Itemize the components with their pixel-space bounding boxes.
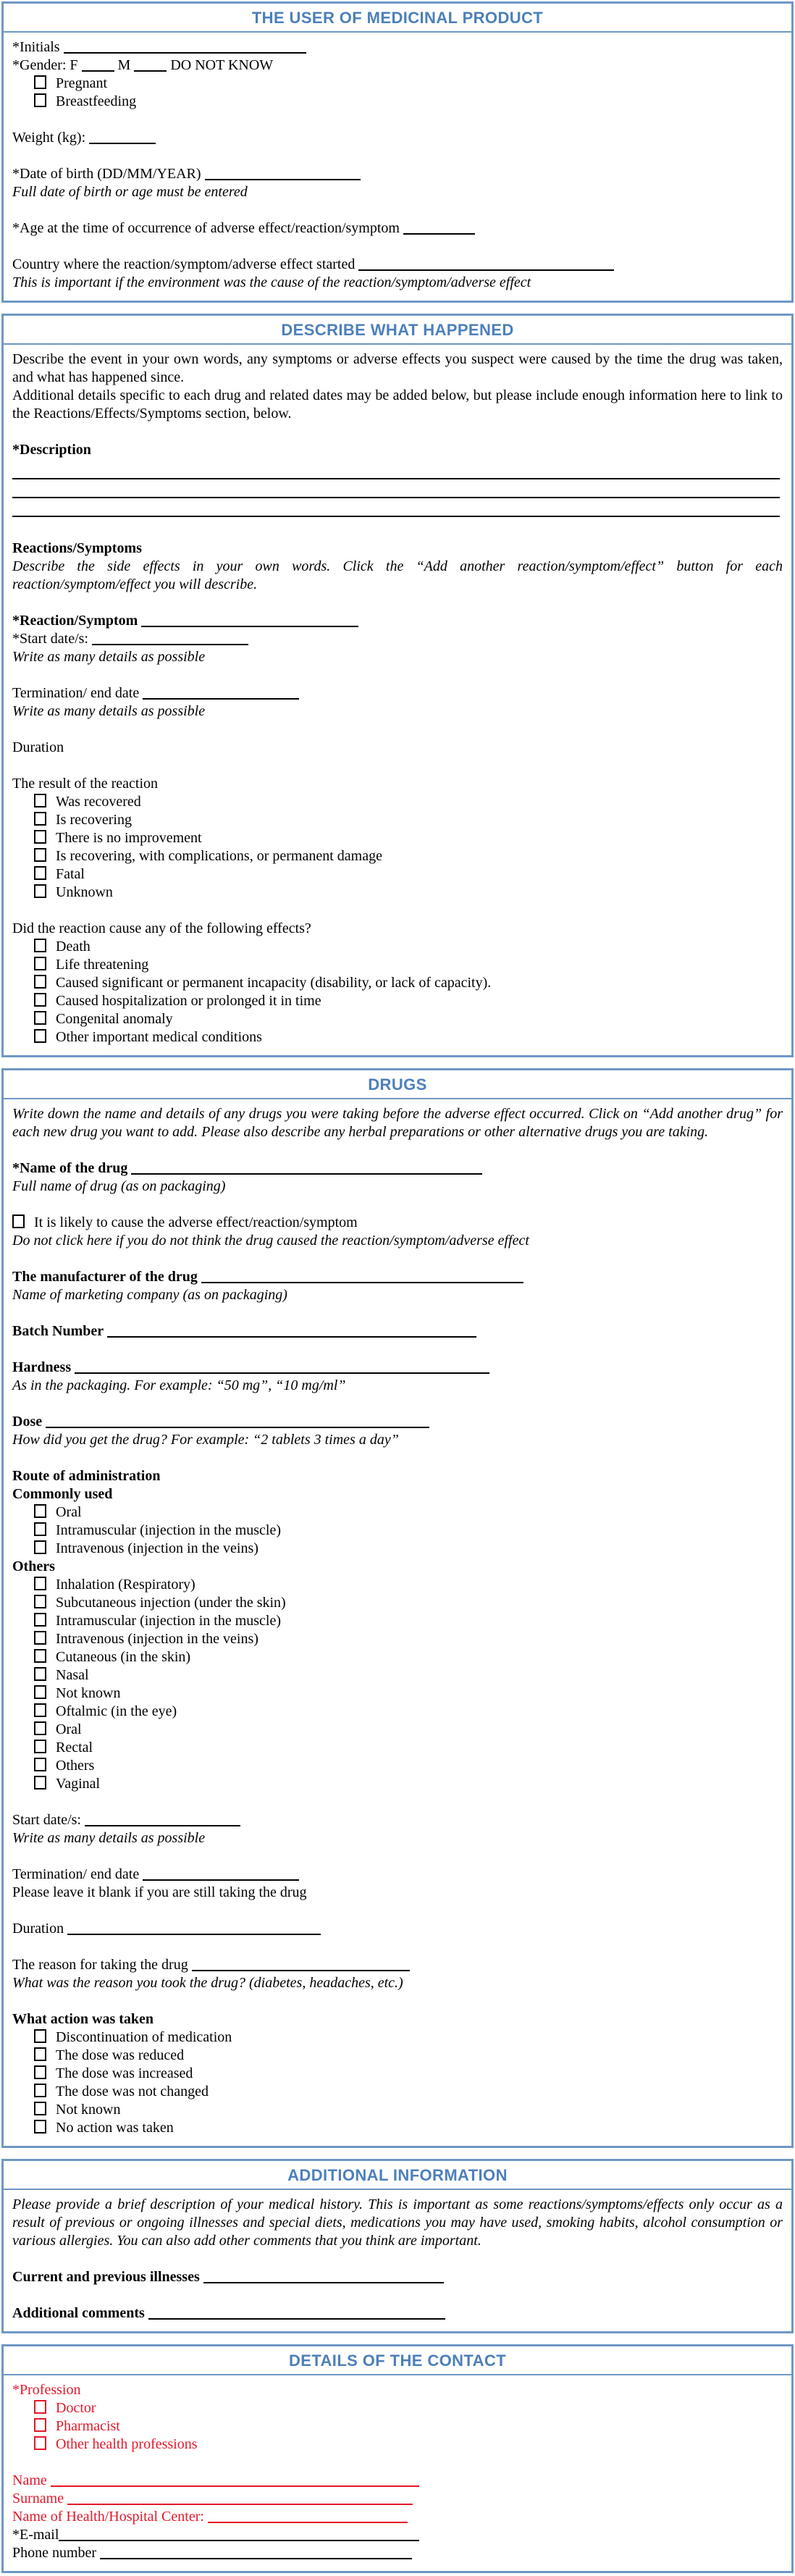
drug-name-hint-text: Full name of drug (as on packaging) bbox=[12, 1178, 226, 1194]
hospital-center-field-text: Name of Health/Hospital Center: bbox=[12, 2509, 208, 2525]
route-option-vaginal bbox=[12, 1775, 783, 1793]
manufacturer-field bbox=[12, 1268, 783, 1286]
section-body bbox=[4, 1099, 791, 2146]
end-date-field bbox=[12, 684, 783, 702]
section-title: DESCRIBE WHAT HAPPENED bbox=[4, 316, 791, 345]
end-date-hint bbox=[12, 702, 783, 721]
checkbox-icon[interactable] bbox=[34, 866, 46, 880]
start-date-hint bbox=[12, 648, 783, 666]
drug-name-hint bbox=[12, 1178, 783, 1196]
profession-option-pharmacist-text: Pharmacist bbox=[56, 2418, 120, 2434]
contact-name-field-text: Name bbox=[12, 2472, 51, 2488]
section-title: DRUGS bbox=[4, 1070, 791, 1099]
profession-option-other-text: Other health professions bbox=[56, 2436, 198, 2452]
route-option-subcutaneous-text: Subcutaneous injection (under the skin) bbox=[56, 1595, 286, 1611]
action-option-dose-reduced-text: The dose was reduced bbox=[56, 2047, 185, 2063]
hardness-hint bbox=[12, 1377, 783, 1395]
drug-duration-field-text: Duration bbox=[12, 1921, 68, 1937]
section-body bbox=[4, 345, 791, 1055]
others-label-text: Others bbox=[12, 1558, 55, 1574]
checkbox-icon[interactable] bbox=[34, 939, 46, 952]
reactions-symptoms-hint bbox=[12, 558, 783, 594]
commonly-used-label bbox=[12, 1485, 783, 1503]
result-option-unknown-text: Unknown bbox=[56, 884, 113, 900]
route-option-oftalmic-text: Oftalmic (in the eye) bbox=[56, 1703, 177, 1719]
checkbox-icon[interactable] bbox=[34, 812, 46, 826]
additional-comments-field-text: Additional comments bbox=[12, 2305, 148, 2321]
route-label bbox=[12, 1467, 783, 1485]
action-option-dose-reduced bbox=[12, 2047, 783, 2065]
route-option-cutaneous bbox=[12, 1648, 783, 1666]
checkbox-icon[interactable] bbox=[34, 2400, 46, 2414]
drug-name-field-text: *Name of the drug bbox=[12, 1160, 132, 1176]
route-option-not-known bbox=[12, 1685, 783, 1703]
hardness-field bbox=[12, 1359, 783, 1377]
action-taken-label bbox=[12, 2010, 783, 2029]
route-option-oftalmic bbox=[12, 1703, 783, 1721]
manufacturer-hint-text: Name of marketing company (as on packaging) bbox=[12, 1287, 287, 1303]
blank-line[interactable] bbox=[134, 59, 167, 72]
breastfeeding-option-text: Breastfeeding bbox=[56, 93, 137, 109]
blank-line[interactable] bbox=[201, 1270, 523, 1283]
likely-cause-hint-text: Do not click here if you do not think the drug caused the reaction/symptom/adverse effect bbox=[12, 1233, 529, 1249]
country-field bbox=[12, 256, 783, 274]
checkbox-icon[interactable] bbox=[34, 1703, 46, 1717]
blank-line[interactable] bbox=[100, 2546, 412, 2559]
description-line bbox=[12, 463, 783, 482]
blank-line[interactable] bbox=[85, 1813, 240, 1826]
blank-line[interactable] bbox=[148, 2307, 445, 2320]
drugs-intro bbox=[12, 1105, 783, 1141]
checkbox-icon[interactable] bbox=[34, 1721, 46, 1735]
dob-field bbox=[12, 165, 783, 183]
initials-field-text: *Initials bbox=[12, 39, 64, 55]
drugs-intro-text: Write down the name and details of any drugs you were taking before the adverse effect occurred. Click on “Add another drug” for each new drug you want to add. Please also describe any herbal preparations or other alternative drugs you are taking. bbox=[12, 1106, 783, 1140]
dob-hint bbox=[12, 183, 783, 201]
action-option-discontinuation-text: Discontinuation of medication bbox=[56, 2029, 232, 2045]
checkbox-icon[interactable] bbox=[12, 1214, 25, 1228]
action-option-no-action bbox=[12, 2119, 783, 2137]
action-option-no-action-text: No action was taken bbox=[56, 2120, 174, 2136]
start-date-field-text: *Start date/s: bbox=[12, 631, 92, 647]
blank-line[interactable] bbox=[192, 1958, 410, 1971]
checkbox-icon[interactable] bbox=[34, 794, 46, 807]
blank-line[interactable] bbox=[143, 687, 299, 700]
blank-line[interactable] bbox=[143, 1868, 299, 1881]
start-date-hint-text: Write as many details as possible bbox=[12, 649, 206, 665]
country-hint-text: This is important if the environment was the cause of the reaction/symptom/adverse effect bbox=[12, 274, 531, 290]
blank-line[interactable] bbox=[46, 1415, 429, 1428]
checkbox-icon[interactable] bbox=[34, 1667, 46, 1681]
action-taken-label-text: What action was taken bbox=[12, 2011, 154, 2027]
blank-line[interactable] bbox=[107, 1325, 476, 1338]
checkbox-icon[interactable] bbox=[34, 1649, 46, 1663]
country-hint bbox=[12, 274, 783, 292]
route-option-intravenous-2 bbox=[12, 1630, 783, 1648]
route-option-subcutaneous bbox=[12, 1594, 783, 1612]
profession-option-other bbox=[12, 2436, 783, 2454]
action-option-dose-not-changed-text: The dose was not changed bbox=[56, 2084, 209, 2099]
drug-start-date-field-text: Start date/s: bbox=[12, 1812, 85, 1828]
blank-line[interactable] bbox=[12, 466, 780, 479]
reaction-symptom-field bbox=[12, 612, 783, 630]
effect-option-hospitalization-text: Caused hospitalization or prolonged it in time bbox=[56, 993, 321, 1009]
route-option-vaginal-text: Vaginal bbox=[56, 1776, 101, 1792]
result-option-no-improvement bbox=[12, 829, 783, 847]
blank-line[interactable] bbox=[205, 167, 361, 180]
form-sections bbox=[0, 1, 795, 2573]
route-option-intravenous-text: Intravenous (injection in the veins) bbox=[56, 1540, 258, 1556]
route-option-intravenous bbox=[12, 1540, 783, 1558]
description-line bbox=[12, 501, 783, 520]
section-body bbox=[4, 2190, 791, 2331]
dose-field-text: Dose bbox=[12, 1414, 46, 1430]
hospital-center-field bbox=[12, 2508, 783, 2526]
batch-number-field bbox=[12, 1322, 783, 1341]
action-option-not-known bbox=[12, 2101, 783, 2119]
describe-intro-2 bbox=[12, 387, 783, 423]
initials-field bbox=[12, 38, 783, 56]
effect-option-incapacity-text: Caused significant or permanent incapacity (disability, or lack of capacity). bbox=[56, 975, 492, 991]
drug-start-date-hint bbox=[12, 1829, 783, 1847]
drug-end-date-field-text: Termination/ end date bbox=[12, 1866, 143, 1882]
section-body bbox=[4, 33, 791, 301]
route-option-intramuscular-2-text: Intramuscular (injection in the muscle) bbox=[56, 1613, 282, 1629]
section-describe-what-happened bbox=[1, 314, 794, 1057]
section-title: THE USER OF MEDICINAL PRODUCT bbox=[4, 4, 791, 33]
checkbox-icon[interactable] bbox=[34, 1776, 46, 1790]
effect-option-life-threatening-text: Life threatening bbox=[56, 957, 149, 973]
checkbox-icon[interactable] bbox=[34, 1011, 46, 1025]
country-field-text: Country where the reaction/symptom/adverse effect started bbox=[12, 256, 359, 272]
contact-surname-field-text: Surname bbox=[12, 2491, 68, 2506]
drug-end-date-hint-text: Please leave it blank if you are still taking the drug bbox=[12, 1884, 307, 1900]
section-title: DETAILS OF THE CONTACT bbox=[4, 2346, 791, 2375]
route-option-inhalation bbox=[12, 1576, 783, 1594]
dose-hint-text: How did you get the drug? For example: “2 tablets 3 times a day” bbox=[12, 1432, 399, 1448]
section-body bbox=[4, 2375, 791, 2571]
email-field-text: *E-mail bbox=[12, 2527, 59, 2543]
result-option-fatal-text: Fatal bbox=[56, 866, 85, 882]
effect-option-congenital-anomaly bbox=[12, 1010, 783, 1028]
drug-start-date-field bbox=[12, 1811, 783, 1829]
drug-end-date-field bbox=[12, 1866, 783, 1884]
reaction-symptom-field-text: *Reaction/Symptom bbox=[12, 613, 142, 629]
blank-line[interactable] bbox=[59, 2528, 419, 2541]
checkbox-icon[interactable] bbox=[34, 2065, 46, 2079]
checkbox-icon[interactable] bbox=[34, 2047, 46, 2061]
checkbox-icon[interactable] bbox=[34, 2102, 46, 2115]
drug-duration-field bbox=[12, 1920, 783, 1938]
reason-field-text: The reason for taking the drug bbox=[12, 1957, 192, 1973]
action-option-dose-increased bbox=[12, 2065, 783, 2083]
action-option-discontinuation bbox=[12, 2029, 783, 2047]
checkbox-icon[interactable] bbox=[34, 1540, 46, 1554]
effect-option-incapacity bbox=[12, 974, 783, 992]
blank-line[interactable] bbox=[92, 632, 248, 645]
profession-option-pharmacist bbox=[12, 2417, 783, 2436]
checkbox-icon[interactable] bbox=[34, 1740, 46, 1753]
manufacturer-field-text: The manufacturer of the drug bbox=[12, 1269, 201, 1285]
weight-field-text: Weight (kg): bbox=[12, 130, 90, 146]
blank-line[interactable] bbox=[82, 59, 114, 72]
hardness-field-text: Hardness bbox=[12, 1359, 75, 1375]
action-option-dose-increased-text: The dose was increased bbox=[56, 2065, 193, 2081]
blank-line[interactable] bbox=[203, 2270, 444, 2283]
gender-field bbox=[12, 56, 783, 75]
batch-number-field-text: Batch Number bbox=[12, 1323, 107, 1339]
blank-line[interactable] bbox=[358, 258, 614, 271]
checkbox-icon[interactable] bbox=[34, 848, 46, 862]
checkbox-icon[interactable] bbox=[34, 957, 46, 970]
checkbox-icon[interactable] bbox=[34, 2436, 46, 2450]
effect-option-life-threatening bbox=[12, 956, 783, 974]
drug-start-date-hint-text: Write as many details as possible bbox=[12, 1830, 206, 1846]
blank-line[interactable] bbox=[12, 485, 780, 498]
reactions-symptoms-label bbox=[12, 540, 783, 558]
likely-cause-option bbox=[12, 1214, 783, 1232]
dose-hint bbox=[12, 1431, 783, 1449]
phone-field-text: Phone number bbox=[12, 2545, 101, 2561]
effects-question bbox=[12, 920, 783, 938]
gender-field-text: M bbox=[114, 57, 135, 73]
dose-field bbox=[12, 1413, 783, 1431]
result-option-complications-text: Is recovering, with complications, or permanent damage bbox=[56, 848, 382, 864]
checkbox-icon[interactable] bbox=[34, 2418, 46, 2432]
checkbox-icon[interactable] bbox=[34, 2120, 46, 2134]
dob-hint-text: Full date of birth or age must be entered bbox=[12, 184, 248, 200]
blank-line[interactable] bbox=[64, 41, 306, 54]
effect-option-other-conditions-text: Other important medical conditions bbox=[56, 1029, 262, 1045]
checkbox-icon[interactable] bbox=[34, 93, 46, 107]
route-option-rectal bbox=[12, 1739, 783, 1757]
blank-line[interactable] bbox=[403, 222, 475, 235]
illnesses-field bbox=[12, 2268, 783, 2286]
checkbox-icon[interactable] bbox=[34, 1029, 46, 1043]
effect-option-death bbox=[12, 938, 783, 956]
checkbox-icon[interactable] bbox=[34, 975, 46, 989]
gender-field-text: DO NOT KNOW bbox=[167, 57, 274, 73]
drug-end-date-hint bbox=[12, 1884, 783, 1902]
duration-label-text: Duration bbox=[12, 739, 64, 755]
route-option-others-text: Others bbox=[56, 1758, 95, 1774]
route-option-intramuscular bbox=[12, 1522, 783, 1540]
effect-option-hospitalization bbox=[12, 992, 783, 1010]
checkbox-icon[interactable] bbox=[34, 1577, 46, 1590]
effect-option-other-conditions bbox=[12, 1028, 783, 1046]
result-option-no-improvement-text: There is no improvement bbox=[56, 830, 202, 846]
checkbox-icon[interactable] bbox=[34, 1595, 46, 1608]
end-date-hint-text: Write as many details as possible bbox=[12, 703, 206, 719]
illnesses-field-text: Current and previous illnesses bbox=[12, 2269, 203, 2285]
start-date-field bbox=[12, 630, 783, 648]
checkbox-icon[interactable] bbox=[34, 1522, 46, 1536]
blank-line[interactable] bbox=[67, 1922, 321, 1935]
others-label bbox=[12, 1558, 783, 1576]
hardness-hint-text: As in the packaging. For example: “50 mg”, “10 mg/ml” bbox=[12, 1377, 346, 1393]
phone-field bbox=[12, 2544, 783, 2562]
checkbox-icon[interactable] bbox=[34, 993, 46, 1007]
route-option-oral bbox=[12, 1503, 783, 1522]
manufacturer-hint bbox=[12, 1286, 783, 1304]
describe-intro-1 bbox=[12, 351, 783, 387]
route-option-oral-text: Oral bbox=[56, 1504, 82, 1520]
route-label-text: Route of administration bbox=[12, 1468, 161, 1484]
checkbox-icon[interactable] bbox=[34, 1504, 46, 1518]
result-option-is-recovering-text: Is recovering bbox=[56, 812, 132, 828]
effect-option-congenital-anomaly-text: Congenital anomaly bbox=[56, 1011, 173, 1027]
result-option-fatal bbox=[12, 865, 783, 884]
describe-intro-2-text: Additional details specific to each drug and related dates may be added below, but please include enough information here to link to the Reactions/Effects/Symptoms section, below. bbox=[12, 387, 783, 421]
age-field bbox=[12, 219, 783, 238]
route-option-intramuscular-2 bbox=[12, 1612, 783, 1630]
section-details-of-the-contact bbox=[1, 2344, 794, 2573]
checkbox-icon[interactable] bbox=[34, 1758, 46, 1771]
result-label-text: The result of the reaction bbox=[12, 776, 159, 792]
blank-line[interactable] bbox=[12, 504, 780, 517]
likely-cause-hint bbox=[12, 1232, 783, 1250]
blank-line[interactable] bbox=[131, 1162, 482, 1175]
section-additional-information bbox=[1, 2159, 794, 2333]
route-option-nasal bbox=[12, 1666, 783, 1685]
route-option-oral-2-text: Oral bbox=[56, 1721, 82, 1737]
route-option-nasal-text: Nasal bbox=[56, 1667, 89, 1683]
section-drugs bbox=[1, 1068, 794, 2148]
action-option-dose-not-changed bbox=[12, 2083, 783, 2101]
effect-option-death-text: Death bbox=[56, 939, 91, 955]
blank-line[interactable] bbox=[75, 1361, 489, 1374]
route-option-cutaneous-text: Cutaneous (in the skin) bbox=[56, 1649, 191, 1665]
reason-hint bbox=[12, 1974, 783, 1992]
drug-name-field bbox=[12, 1159, 783, 1178]
result-option-complications bbox=[12, 847, 783, 865]
checkbox-icon[interactable] bbox=[34, 1613, 46, 1627]
description-label bbox=[12, 441, 783, 459]
checkbox-icon[interactable] bbox=[34, 1631, 46, 1645]
result-option-was-recovered-text: Was recovered bbox=[56, 794, 141, 810]
route-option-intravenous-2-text: Intravenous (injection in the veins) bbox=[56, 1631, 258, 1647]
blank-line[interactable] bbox=[141, 614, 358, 627]
blank-line[interactable] bbox=[208, 2510, 408, 2523]
breastfeeding-option bbox=[12, 93, 783, 111]
checkbox-icon[interactable] bbox=[34, 884, 46, 898]
additional-comments-field bbox=[12, 2304, 783, 2323]
route-option-oral-2 bbox=[12, 1721, 783, 1739]
profession-label bbox=[12, 2381, 783, 2399]
reactions-symptoms-label-text: Reactions/Symptoms bbox=[12, 540, 142, 556]
likely-cause-option-text: It is likely to cause the adverse effect/reaction/symptom bbox=[34, 1214, 358, 1230]
blank-line[interactable] bbox=[67, 2492, 413, 2505]
additional-info-intro-text: Please provide a brief description of your medical history. This is important as some reactions/symptoms/effects only occur as a result of previous or ongoing illnesses and special diets, medications you may have used, smoking habits, alcohol consumption or various allergies. You can also add other comments that you think are important. bbox=[12, 2197, 783, 2249]
section-title: ADDITIONAL INFORMATION bbox=[4, 2161, 791, 2190]
gender-field-text: *Gender: F bbox=[12, 57, 82, 73]
action-option-not-known-text: Not known bbox=[56, 2102, 121, 2118]
profession-label-text: *Profession bbox=[12, 2382, 81, 2398]
checkbox-icon[interactable] bbox=[34, 2029, 46, 2043]
route-option-not-known-text: Not known bbox=[56, 1685, 121, 1701]
description-label-text: *Description bbox=[12, 442, 91, 458]
reason-field bbox=[12, 1956, 783, 1974]
route-option-others bbox=[12, 1757, 783, 1775]
blank-line[interactable] bbox=[89, 131, 156, 144]
description-line bbox=[12, 482, 783, 501]
describe-intro-1-text: Describe the event in your own words, any symptoms or adverse effects you suspect were caused by the time the drug was taken, and what has happened since. bbox=[12, 351, 783, 385]
additional-info-intro bbox=[12, 2196, 783, 2250]
age-field-text: *Age at the time of occurrence of adverse effect/reaction/symptom bbox=[12, 220, 403, 236]
effects-question-text: Did the reaction cause any of the following effects? bbox=[12, 920, 311, 936]
end-date-field-text: Termination/ end date bbox=[12, 685, 143, 701]
result-option-was-recovered bbox=[12, 793, 783, 811]
checkbox-icon[interactable] bbox=[34, 830, 46, 844]
section-the-user-of-medicinal-product bbox=[1, 1, 794, 303]
result-option-is-recovering bbox=[12, 811, 783, 829]
profession-option-doctor bbox=[12, 2399, 783, 2417]
weight-field bbox=[12, 129, 783, 147]
pregnant-option-text: Pregnant bbox=[56, 75, 108, 91]
route-option-intramuscular-text: Intramuscular (injection in the muscle) bbox=[56, 1522, 282, 1538]
commonly-used-label-text: Commonly used bbox=[12, 1486, 113, 1502]
reason-hint-text: What was the reason you took the drug? (diabetes, headaches, etc.) bbox=[12, 1975, 403, 1991]
duration-label bbox=[12, 739, 783, 757]
route-option-inhalation-text: Inhalation (Respiratory) bbox=[56, 1577, 195, 1593]
reactions-symptoms-hint-text: Describe the side effects in your own words. Click the “Add another reaction/symptom/effect” button for each reaction/symptom/effect you will describe. bbox=[12, 558, 783, 592]
route-option-rectal-text: Rectal bbox=[56, 1740, 93, 1755]
contact-name-field bbox=[12, 2472, 783, 2490]
checkbox-icon[interactable] bbox=[34, 2084, 46, 2097]
result-option-unknown bbox=[12, 884, 783, 902]
email-field bbox=[12, 2526, 783, 2544]
result-label bbox=[12, 775, 783, 793]
dob-field-text: *Date of birth (DD/MM/YEAR) bbox=[12, 166, 205, 182]
checkbox-icon[interactable] bbox=[34, 75, 46, 89]
checkbox-icon[interactable] bbox=[34, 1685, 46, 1699]
pregnant-option bbox=[12, 75, 783, 93]
profession-option-doctor-text: Doctor bbox=[56, 2400, 96, 2416]
contact-surname-field bbox=[12, 2490, 783, 2508]
blank-line[interactable] bbox=[51, 2474, 419, 2487]
